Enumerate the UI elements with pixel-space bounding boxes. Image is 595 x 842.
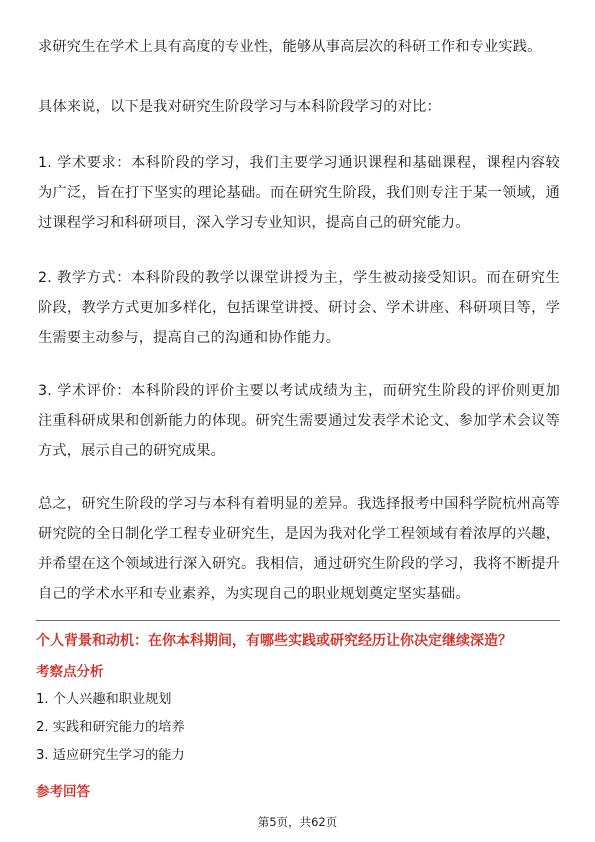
point-1-paragraph: 1. 学术要求：本科阶段的学习，我们主要学习通识课程和基础课程，课程内容较为广泛，旨在打下坚实的理论基础。而在研究生阶段，我们则专注于某一领域，通过课程学习和科研项目，深入学习专业知识，提高自己的研究能力。 [38,155,560,231]
question-title: 个人背景和动机：在你本科期间，有哪些实践或研究经历让你决定继续深造？ [36,633,512,649]
point-3-paragraph: 3. 学术评价：本科阶段的评价主要以考试成绩为主，而研究生阶段的评价则更加注重科研成果和创新能力的体现。研究生需要通过发表学术论文、参加学术会议等方式，展示自己的研究成果。 [38,383,560,459]
analysis-point-2: 2. 实践和研究能力的培养 [36,720,185,735]
intro-tail-paragraph: 求研究生在学术上具有高度的专业性，能够从事高层次的科研工作和专业实践。 [38,39,542,55]
analysis-heading: 考察点分析 [36,664,104,680]
point-2-paragraph: 2. 教学方式：本科阶段的教学以课堂讲授为主，学生被动接受知识。而在研究生阶段，教学方式更加多样化，包括课堂讲授、研讨会、学术讲座、科研项目等，学生需要主动参与，提高自己的沟通和协作能力。 [38,270,560,346]
summary-paragraph: 总之，研究生阶段的学习与本科有着明显的差异。我选择报考中国科学院杭州高等研究院的全日制化学工程专业研究生，是因为我对化学工程领域有着浓厚的兴趣，并希望在这个领域进行深入研究。我相信，通过研究生阶段的学习，我将不断提升自己的学术水平和专业素养，为实现自己的职业规划奠定坚实基础。 [38,496,560,602]
comparison-intro-paragraph: 具体来说，以下是我对研究生阶段学习与本科阶段学习的对比： [38,99,441,115]
analysis-point-3: 3. 适应研究生学习的能力 [36,748,185,763]
section-divider [36,620,560,621]
answer-heading: 参考回答 [36,784,90,800]
analysis-point-1: 1. 个人兴趣和职业规划 [36,692,172,707]
page-number: 第5页，共62页 [257,815,338,829]
